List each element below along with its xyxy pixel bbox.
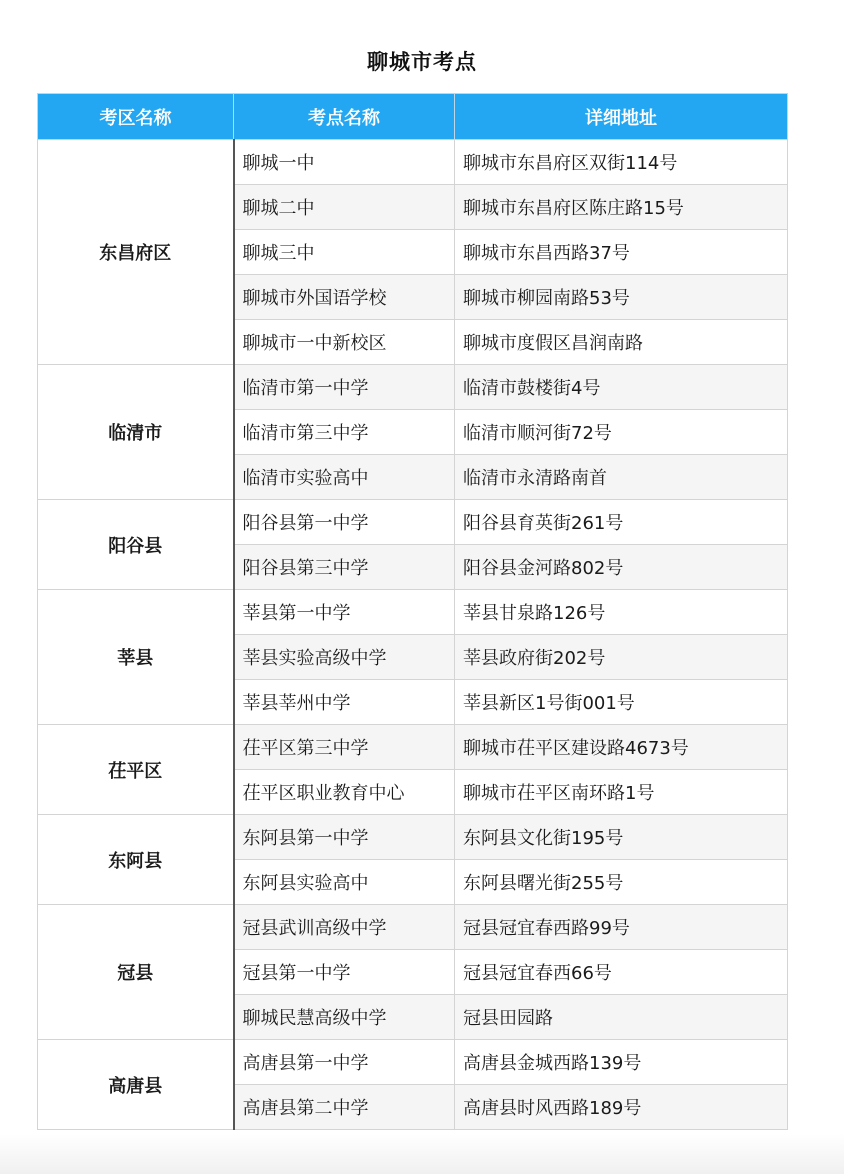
table-row <box>38 815 788 860</box>
address-cell: 聊城市度假区昌润南路 <box>455 320 788 365</box>
header-site-name: 考点名称 <box>234 94 455 140</box>
table-row <box>38 1040 788 1085</box>
site-name-cell: 莘县莘州中学 <box>234 680 455 725</box>
site-name-cell: 冠县第一中学 <box>234 950 455 995</box>
site-name-cell: 聊城市一中新校区 <box>234 320 455 365</box>
address-cell: 聊城市柳园南路53号 <box>455 275 788 320</box>
site-name-cell: 临清市第一中学 <box>234 365 455 410</box>
site-name-cell: 冠县武训高级中学 <box>234 905 455 950</box>
header-address: 详细地址 <box>455 94 788 140</box>
table-row <box>38 500 788 545</box>
table-header-row <box>38 94 788 140</box>
site-name-cell: 茌平区第三中学 <box>234 725 455 770</box>
table-body <box>38 140 788 1130</box>
district-cell: 东昌府区 <box>38 140 234 365</box>
address-cell: 临清市鼓楼街4号 <box>455 365 788 410</box>
exam-site-table <box>37 93 788 1130</box>
district-cell: 冠县 <box>38 905 234 1040</box>
district-cell: 高唐县 <box>38 1040 234 1130</box>
address-cell: 东阿县文化街195号 <box>455 815 788 860</box>
address-cell: 高唐县金城西路139号 <box>455 1040 788 1085</box>
address-cell: 莘县新区1号街001号 <box>455 680 788 725</box>
site-name-cell: 莘县第一中学 <box>234 590 455 635</box>
address-cell: 冠县田园路 <box>455 995 788 1040</box>
site-name-cell: 阳谷县第三中学 <box>234 545 455 590</box>
site-name-cell: 临清市实验高中 <box>234 455 455 500</box>
table-row <box>38 725 788 770</box>
site-name-cell: 阳谷县第一中学 <box>234 500 455 545</box>
table-row <box>38 140 788 185</box>
site-name-cell: 东阿县实验高中 <box>234 860 455 905</box>
district-cell: 临清市 <box>38 365 234 500</box>
district-cell: 茌平区 <box>38 725 234 815</box>
site-name-cell: 莘县实验高级中学 <box>234 635 455 680</box>
site-name-cell: 茌平区职业教育中心 <box>234 770 455 815</box>
address-cell: 聊城市东昌府区双街114号 <box>455 140 788 185</box>
district-cell: 莘县 <box>38 590 234 725</box>
header-district: 考区名称 <box>38 94 234 140</box>
address-cell: 莘县政府街202号 <box>455 635 788 680</box>
site-name-cell: 东阿县第一中学 <box>234 815 455 860</box>
address-cell: 冠县冠宜春西路99号 <box>455 905 788 950</box>
site-name-cell: 聊城一中 <box>234 140 455 185</box>
site-name-cell: 聊城市外国语学校 <box>234 275 455 320</box>
table-row <box>38 905 788 950</box>
bottom-shade <box>0 1134 844 1174</box>
address-cell: 聊城市东昌西路37号 <box>455 230 788 275</box>
address-cell: 临清市永清路南首 <box>455 455 788 500</box>
address-cell: 莘县甘泉路126号 <box>455 590 788 635</box>
table-row <box>38 590 788 635</box>
address-cell: 聊城市东昌府区陈庄路15号 <box>455 185 788 230</box>
district-cell: 阳谷县 <box>38 500 234 590</box>
table-row <box>38 365 788 410</box>
site-name-cell: 高唐县第一中学 <box>234 1040 455 1085</box>
address-cell: 临清市顺河街72号 <box>455 410 788 455</box>
address-cell: 阳谷县金河路802号 <box>455 545 788 590</box>
address-cell: 冠县冠宜春西66号 <box>455 950 788 995</box>
district-cell: 东阿县 <box>38 815 234 905</box>
site-name-cell: 聊城三中 <box>234 230 455 275</box>
site-name-cell: 聊城民慧高级中学 <box>234 995 455 1040</box>
address-cell: 东阿县曙光街255号 <box>455 860 788 905</box>
page-title: 聊城市考点 <box>367 50 477 74</box>
site-name-cell: 聊城二中 <box>234 185 455 230</box>
site-name-cell: 临清市第三中学 <box>234 410 455 455</box>
site-name-cell: 高唐县第二中学 <box>234 1085 455 1130</box>
address-cell: 高唐县时风西路189号 <box>455 1085 788 1130</box>
address-cell: 聊城市茌平区南环路1号 <box>455 770 788 815</box>
address-cell: 聊城市茌平区建设路4673号 <box>455 725 788 770</box>
address-cell: 阳谷县育英街261号 <box>455 500 788 545</box>
